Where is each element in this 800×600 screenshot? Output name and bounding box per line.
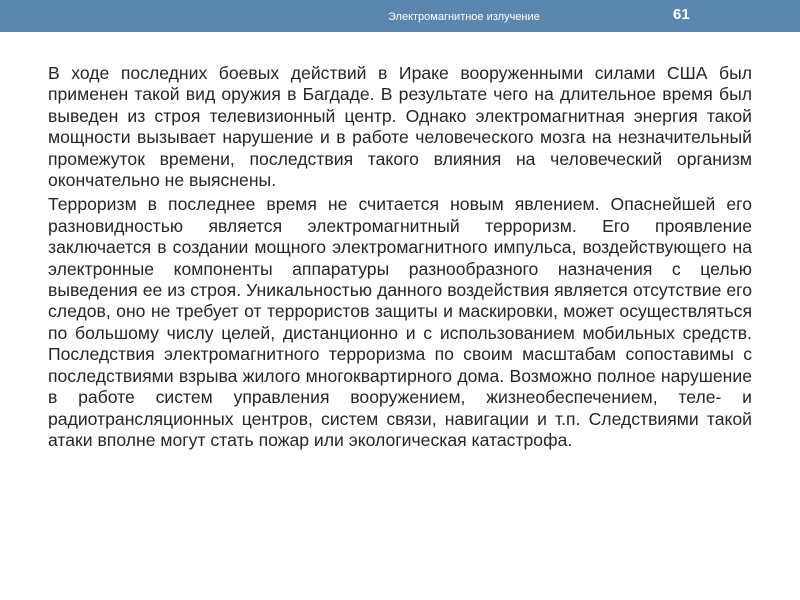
slide-body — [48, 63, 752, 451]
header-bar — [0, 0, 800, 32]
paragraph-iraq: В ходе последних боевых действий в Ираке вооруженными силами США был применен такой вид оружия в Багдаде. В результате чего на длительное время был выведен из строя телевизионный центр. Однако электромагнитная энергия такой мощности вызывает нарушение и в работе человеческого мозга на незначительный промежуток времени, последствия такого влияния на человеческий организм окончательно не выяснены. — [48, 63, 752, 191]
slide-title: Электромагнитное излучение — [388, 11, 540, 23]
paragraph-terrorism: Терроризм в последнее время не считается новым явлением. Опаснейшей его разновидностью является электромагнитный терроризм. Его проявление заключается в создании мощного электромагнитного импульса, воздействующего на электронные компоненты аппаратуры разнообразного назначения с целью выведения ее из строя. Уникальностью данного воздействия является отсутствие его следов, оно не требует от террористов защиты и маскировки, может осуществляться по большому числу целей, дистанционно и с использованием мобильных средств. Последствия электромагнитного терроризма по своим масштабам сопоставимы с последствиями взрыва жилого многоквартирного дома. Возможно полное нарушение в работе систем управления вооружением, жизнеобеспечением, теле- и радиотрансляционных центров, систем связи, навигации и т.п. Следствиями такой атаки вполне могут стать пожар или экологическая катастрофа. — [48, 194, 752, 450]
slide-number: 61 — [673, 6, 690, 23]
footer-strip — [0, 588, 800, 600]
